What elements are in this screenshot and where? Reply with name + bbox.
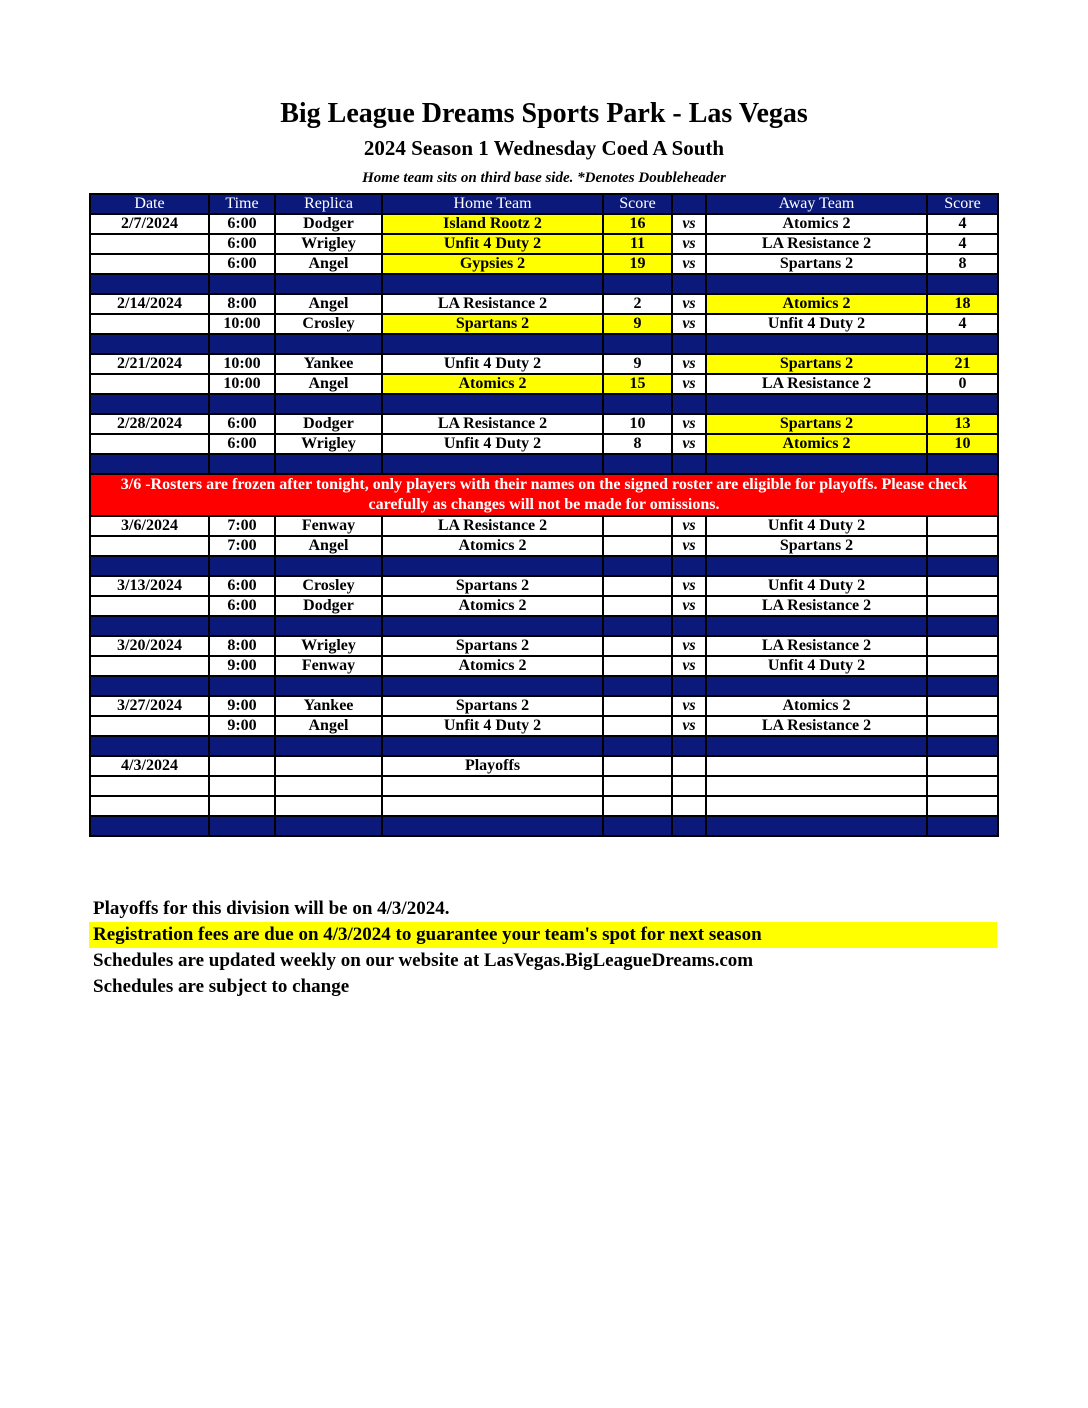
separator-cell bbox=[706, 616, 927, 636]
home-team-cell bbox=[382, 776, 603, 796]
away-team-cell: Unfit 4 Duty 2 bbox=[706, 576, 927, 596]
home-team-cell: Island Rootz 2 bbox=[382, 214, 603, 234]
away-score-cell bbox=[927, 716, 998, 736]
time-cell: 9:00 bbox=[209, 716, 275, 736]
separator-row bbox=[90, 736, 998, 756]
separator-cell bbox=[672, 616, 706, 636]
home-score-cell bbox=[603, 796, 672, 816]
game-row bbox=[90, 536, 998, 556]
separator-cell bbox=[209, 616, 275, 636]
separator-cell bbox=[603, 736, 672, 756]
replica-cell: Angel bbox=[275, 294, 382, 314]
separator-cell bbox=[927, 556, 998, 576]
vs-cell: vs bbox=[672, 636, 706, 656]
separator-cell bbox=[672, 394, 706, 414]
away-score-cell bbox=[927, 596, 998, 616]
game-row bbox=[90, 414, 998, 434]
home-team-cell: Spartans 2 bbox=[382, 696, 603, 716]
date-cell bbox=[90, 656, 209, 676]
separator-cell bbox=[209, 334, 275, 354]
replica-cell: Wrigley bbox=[275, 234, 382, 254]
game-row bbox=[90, 716, 998, 736]
time-cell: 8:00 bbox=[209, 294, 275, 314]
separator-cell bbox=[706, 394, 927, 414]
separator-cell bbox=[90, 676, 209, 696]
game-row bbox=[90, 756, 998, 776]
date-cell bbox=[90, 596, 209, 616]
home-score-cell: 9 bbox=[603, 354, 672, 374]
time-cell: 6:00 bbox=[209, 254, 275, 274]
game-row bbox=[90, 576, 998, 596]
away-team-cell: Spartans 2 bbox=[706, 414, 927, 434]
time-cell: 6:00 bbox=[209, 596, 275, 616]
playoffs-note: Playoffs for this division will be on 4/3/2024. bbox=[93, 898, 450, 919]
game-row bbox=[90, 254, 998, 274]
game-row bbox=[90, 596, 998, 616]
away-score-cell: 21 bbox=[927, 354, 998, 374]
vs-cell bbox=[672, 796, 706, 816]
replica-cell bbox=[275, 776, 382, 796]
time-cell: 10:00 bbox=[209, 354, 275, 374]
home-team-cell: LA Resistance 2 bbox=[382, 414, 603, 434]
home-score-cell: 16 bbox=[603, 214, 672, 234]
home-score-cell: 15 bbox=[603, 374, 672, 394]
separator-cell bbox=[603, 454, 672, 474]
schedule-table bbox=[89, 193, 999, 837]
table-header-row bbox=[90, 194, 998, 214]
game-row bbox=[90, 776, 998, 796]
away-score-cell: 4 bbox=[927, 214, 998, 234]
vs-cell: vs bbox=[672, 314, 706, 334]
away-score-cell: 8 bbox=[927, 254, 998, 274]
away-team-cell: Atomics 2 bbox=[706, 696, 927, 716]
away-score-cell: 10 bbox=[927, 434, 998, 454]
away-score-cell bbox=[927, 756, 998, 776]
col-header-vs bbox=[672, 194, 706, 214]
home-team-cell: LA Resistance 2 bbox=[382, 516, 603, 536]
replica-cell: Yankee bbox=[275, 354, 382, 374]
separator-cell bbox=[672, 816, 706, 836]
separator-cell bbox=[90, 394, 209, 414]
separator-cell bbox=[90, 454, 209, 474]
vs-cell: vs bbox=[672, 576, 706, 596]
separator-cell bbox=[90, 556, 209, 576]
away-score-cell bbox=[927, 796, 998, 816]
col-header-away-team: Away Team bbox=[706, 194, 927, 214]
home-team-cell: Unfit 4 Duty 2 bbox=[382, 234, 603, 254]
replica-cell: Angel bbox=[275, 254, 382, 274]
separator-cell bbox=[927, 816, 998, 836]
separator-cell bbox=[927, 454, 998, 474]
vs-cell: vs bbox=[672, 434, 706, 454]
date-cell: 2/21/2024 bbox=[90, 354, 209, 374]
separator-cell bbox=[672, 676, 706, 696]
separator-cell bbox=[927, 274, 998, 294]
date-cell bbox=[90, 776, 209, 796]
separator-row bbox=[90, 274, 998, 294]
away-team-cell: Atomics 2 bbox=[706, 434, 927, 454]
separator-cell bbox=[927, 736, 998, 756]
time-cell: 6:00 bbox=[209, 234, 275, 254]
away-score-cell bbox=[927, 536, 998, 556]
time-cell: 6:00 bbox=[209, 434, 275, 454]
home-team-cell: Unfit 4 Duty 2 bbox=[382, 354, 603, 374]
replica-cell: Wrigley bbox=[275, 434, 382, 454]
separator-cell bbox=[672, 556, 706, 576]
replica-cell: Crosley bbox=[275, 314, 382, 334]
separator-cell bbox=[382, 454, 603, 474]
separator-cell bbox=[603, 816, 672, 836]
time-cell bbox=[209, 776, 275, 796]
schedule-body bbox=[90, 214, 998, 836]
separator-cell bbox=[927, 676, 998, 696]
separator-row bbox=[90, 816, 998, 836]
time-cell: 10:00 bbox=[209, 314, 275, 334]
home-score-cell bbox=[603, 516, 672, 536]
away-score-cell bbox=[927, 636, 998, 656]
vs-cell: vs bbox=[672, 716, 706, 736]
time-cell: 9:00 bbox=[209, 656, 275, 676]
separator-cell bbox=[382, 394, 603, 414]
separator-cell bbox=[706, 676, 927, 696]
away-score-cell bbox=[927, 776, 998, 796]
replica-cell: Dodger bbox=[275, 214, 382, 234]
away-score-cell: 13 bbox=[927, 414, 998, 434]
separator-cell bbox=[275, 616, 382, 636]
away-team-cell bbox=[706, 756, 927, 776]
replica-cell: Angel bbox=[275, 374, 382, 394]
home-score-cell bbox=[603, 656, 672, 676]
separator-cell bbox=[382, 616, 603, 636]
date-cell: 3/13/2024 bbox=[90, 576, 209, 596]
separator-cell bbox=[275, 736, 382, 756]
date-cell bbox=[90, 434, 209, 454]
separator-cell bbox=[90, 616, 209, 636]
away-team-cell: LA Resistance 2 bbox=[706, 374, 927, 394]
separator-cell bbox=[706, 334, 927, 354]
game-row bbox=[90, 696, 998, 716]
time-cell: 6:00 bbox=[209, 414, 275, 434]
replica-cell: Fenway bbox=[275, 656, 382, 676]
page-title: Big League Dreams Sports Park - Las Vegas bbox=[280, 98, 808, 129]
date-cell: 3/6/2024 bbox=[90, 516, 209, 536]
home-score-cell: 19 bbox=[603, 254, 672, 274]
separator-cell bbox=[706, 816, 927, 836]
separator-cell bbox=[209, 676, 275, 696]
vs-cell: vs bbox=[672, 596, 706, 616]
date-cell bbox=[90, 536, 209, 556]
separator-cell bbox=[706, 274, 927, 294]
home-score-cell bbox=[603, 756, 672, 776]
away-team-cell bbox=[706, 796, 927, 816]
separator-cell bbox=[209, 274, 275, 294]
separator-cell bbox=[927, 334, 998, 354]
away-team-cell: Unfit 4 Duty 2 bbox=[706, 516, 927, 536]
separator-cell bbox=[382, 736, 603, 756]
separator-cell bbox=[382, 556, 603, 576]
away-score-cell: 4 bbox=[927, 234, 998, 254]
separator-cell bbox=[90, 816, 209, 836]
away-team-cell: LA Resistance 2 bbox=[706, 716, 927, 736]
separator-cell bbox=[672, 736, 706, 756]
separator-cell bbox=[275, 334, 382, 354]
time-cell: 7:00 bbox=[209, 516, 275, 536]
time-cell: 6:00 bbox=[209, 576, 275, 596]
date-cell: 2/28/2024 bbox=[90, 414, 209, 434]
col-header-time: Time bbox=[209, 194, 275, 214]
separator-cell bbox=[209, 394, 275, 414]
time-cell: 9:00 bbox=[209, 696, 275, 716]
separator-cell bbox=[209, 736, 275, 756]
separator-cell bbox=[927, 394, 998, 414]
away-team-cell: LA Resistance 2 bbox=[706, 234, 927, 254]
replica-cell bbox=[275, 756, 382, 776]
away-team-cell: Atomics 2 bbox=[706, 214, 927, 234]
game-row bbox=[90, 314, 998, 334]
website-note: Schedules are updated weekly on our website at LasVegas.BigLeagueDreams.com bbox=[93, 950, 754, 971]
replica-cell: Dodger bbox=[275, 414, 382, 434]
home-team-cell: Gypsies 2 bbox=[382, 254, 603, 274]
separator-cell bbox=[603, 274, 672, 294]
game-row bbox=[90, 234, 998, 254]
vs-cell bbox=[672, 756, 706, 776]
separator-row bbox=[90, 616, 998, 636]
separator-cell bbox=[209, 556, 275, 576]
away-score-cell: 18 bbox=[927, 294, 998, 314]
separator-row bbox=[90, 334, 998, 354]
separator-row bbox=[90, 556, 998, 576]
home-team-cell: Spartans 2 bbox=[382, 576, 603, 596]
replica-cell: Yankee bbox=[275, 696, 382, 716]
home-score-cell: 8 bbox=[603, 434, 672, 454]
game-row bbox=[90, 214, 998, 234]
time-cell: 10:00 bbox=[209, 374, 275, 394]
separator-cell bbox=[382, 334, 603, 354]
vs-cell: vs bbox=[672, 516, 706, 536]
vs-cell: vs bbox=[672, 536, 706, 556]
home-score-cell bbox=[603, 776, 672, 796]
date-cell: 3/20/2024 bbox=[90, 636, 209, 656]
col-header-away-score: Score bbox=[927, 194, 998, 214]
separator-cell bbox=[209, 816, 275, 836]
date-cell: 3/27/2024 bbox=[90, 696, 209, 716]
game-row bbox=[90, 294, 998, 314]
away-score-cell: 4 bbox=[927, 314, 998, 334]
registration-note: Registration fees are due on 4/3/2024 to guarantee your team's spot for next season bbox=[89, 922, 997, 948]
separator-cell bbox=[672, 274, 706, 294]
separator-cell bbox=[275, 274, 382, 294]
date-cell: 4/3/2024 bbox=[90, 756, 209, 776]
separator-cell bbox=[209, 454, 275, 474]
separator-cell bbox=[275, 556, 382, 576]
home-team-cell: Unfit 4 Duty 2 bbox=[382, 434, 603, 454]
home-team-cell: LA Resistance 2 bbox=[382, 294, 603, 314]
col-header-replica: Replica bbox=[275, 194, 382, 214]
date-cell: 2/14/2024 bbox=[90, 294, 209, 314]
col-header-date: Date bbox=[90, 194, 209, 214]
replica-cell: Crosley bbox=[275, 576, 382, 596]
home-team-cell: Atomics 2 bbox=[382, 656, 603, 676]
replica-cell bbox=[275, 796, 382, 816]
separator-cell bbox=[275, 816, 382, 836]
vs-cell: vs bbox=[672, 294, 706, 314]
home-score-cell: 10 bbox=[603, 414, 672, 434]
page-subtitle: 2024 Season 1 Wednesday Coed A South bbox=[363, 136, 725, 160]
separator-cell bbox=[603, 334, 672, 354]
away-team-cell: LA Resistance 2 bbox=[706, 596, 927, 616]
separator-cell bbox=[90, 274, 209, 294]
home-team-cell: Spartans 2 bbox=[382, 314, 603, 334]
vs-cell: vs bbox=[672, 254, 706, 274]
date-cell bbox=[90, 314, 209, 334]
separator-cell bbox=[90, 334, 209, 354]
time-cell bbox=[209, 796, 275, 816]
change-note: Schedules are subject to change bbox=[93, 976, 350, 997]
home-team-cell: Spartans 2 bbox=[382, 636, 603, 656]
replica-cell: Angel bbox=[275, 716, 382, 736]
away-team-cell: Spartans 2 bbox=[706, 354, 927, 374]
separator-cell bbox=[382, 274, 603, 294]
separator-cell bbox=[672, 454, 706, 474]
replica-cell: Angel bbox=[275, 536, 382, 556]
home-team-cell: Atomics 2 bbox=[382, 536, 603, 556]
replica-cell: Wrigley bbox=[275, 636, 382, 656]
vs-cell bbox=[672, 776, 706, 796]
separator-cell bbox=[382, 676, 603, 696]
replica-cell: Fenway bbox=[275, 516, 382, 536]
home-score-cell: 11 bbox=[603, 234, 672, 254]
roster-notice: 3/6 -Rosters are frozen after tonight, only players with their names on the signed roster are eligible for playoffs. Please check carefully as changes will not be made for omissions. bbox=[90, 474, 998, 516]
home-team-cell bbox=[382, 796, 603, 816]
home-score-cell bbox=[603, 696, 672, 716]
separator-cell bbox=[382, 816, 603, 836]
home-score-cell bbox=[603, 596, 672, 616]
vs-cell: vs bbox=[672, 214, 706, 234]
away-team-cell: Unfit 4 Duty 2 bbox=[706, 314, 927, 334]
col-header-home-score: Score bbox=[603, 194, 672, 214]
game-row bbox=[90, 636, 998, 656]
game-row bbox=[90, 374, 998, 394]
separator-row bbox=[90, 394, 998, 414]
home-score-cell bbox=[603, 536, 672, 556]
away-team-cell: Spartans 2 bbox=[706, 536, 927, 556]
separator-cell bbox=[706, 736, 927, 756]
home-team-cell: Atomics 2 bbox=[382, 374, 603, 394]
time-cell: 7:00 bbox=[209, 536, 275, 556]
date-cell bbox=[90, 374, 209, 394]
home-team-cell: Playoffs bbox=[382, 756, 603, 776]
date-cell bbox=[90, 254, 209, 274]
away-team-cell: LA Resistance 2 bbox=[706, 636, 927, 656]
replica-cell: Dodger bbox=[275, 596, 382, 616]
away-score-cell bbox=[927, 696, 998, 716]
away-score-cell bbox=[927, 516, 998, 536]
separator-cell bbox=[275, 454, 382, 474]
separator-cell bbox=[603, 676, 672, 696]
away-score-cell bbox=[927, 576, 998, 596]
separator-row bbox=[90, 676, 998, 696]
col-header-home-team: Home Team bbox=[382, 194, 603, 214]
vs-cell: vs bbox=[672, 696, 706, 716]
game-row bbox=[90, 656, 998, 676]
separator-cell bbox=[706, 454, 927, 474]
home-team-cell: Unfit 4 Duty 2 bbox=[382, 716, 603, 736]
separator-cell bbox=[706, 556, 927, 576]
home-team-cell: Atomics 2 bbox=[382, 596, 603, 616]
vs-cell: vs bbox=[672, 354, 706, 374]
away-team-cell: Spartans 2 bbox=[706, 254, 927, 274]
date-cell: 2/7/2024 bbox=[90, 214, 209, 234]
time-cell: 8:00 bbox=[209, 636, 275, 656]
away-score-cell: 0 bbox=[927, 374, 998, 394]
separator-cell bbox=[927, 616, 998, 636]
separator-cell bbox=[275, 394, 382, 414]
separator-cell bbox=[90, 736, 209, 756]
schedule-note: Home team sits on third base side. *Denotes Doubleheader bbox=[362, 170, 726, 186]
time-cell: 6:00 bbox=[209, 214, 275, 234]
game-row bbox=[90, 796, 998, 816]
date-cell bbox=[90, 716, 209, 736]
away-team-cell bbox=[706, 776, 927, 796]
vs-cell: vs bbox=[672, 234, 706, 254]
game-row bbox=[90, 516, 998, 536]
home-score-cell bbox=[603, 716, 672, 736]
separator-cell bbox=[275, 676, 382, 696]
away-score-cell bbox=[927, 656, 998, 676]
vs-cell: vs bbox=[672, 414, 706, 434]
separator-cell bbox=[672, 334, 706, 354]
game-row bbox=[90, 434, 998, 454]
home-score-cell bbox=[603, 636, 672, 656]
away-team-cell: Unfit 4 Duty 2 bbox=[706, 656, 927, 676]
away-team-cell: Atomics 2 bbox=[706, 294, 927, 314]
roster-notice-row bbox=[90, 474, 998, 516]
date-cell bbox=[90, 796, 209, 816]
vs-cell: vs bbox=[672, 656, 706, 676]
separator-cell bbox=[603, 556, 672, 576]
time-cell bbox=[209, 756, 275, 776]
separator-row bbox=[90, 454, 998, 474]
home-score-cell bbox=[603, 576, 672, 596]
separator-cell bbox=[603, 394, 672, 414]
home-score-cell: 9 bbox=[603, 314, 672, 334]
date-cell bbox=[90, 234, 209, 254]
home-score-cell: 2 bbox=[603, 294, 672, 314]
game-row bbox=[90, 354, 998, 374]
vs-cell: vs bbox=[672, 374, 706, 394]
separator-cell bbox=[603, 616, 672, 636]
